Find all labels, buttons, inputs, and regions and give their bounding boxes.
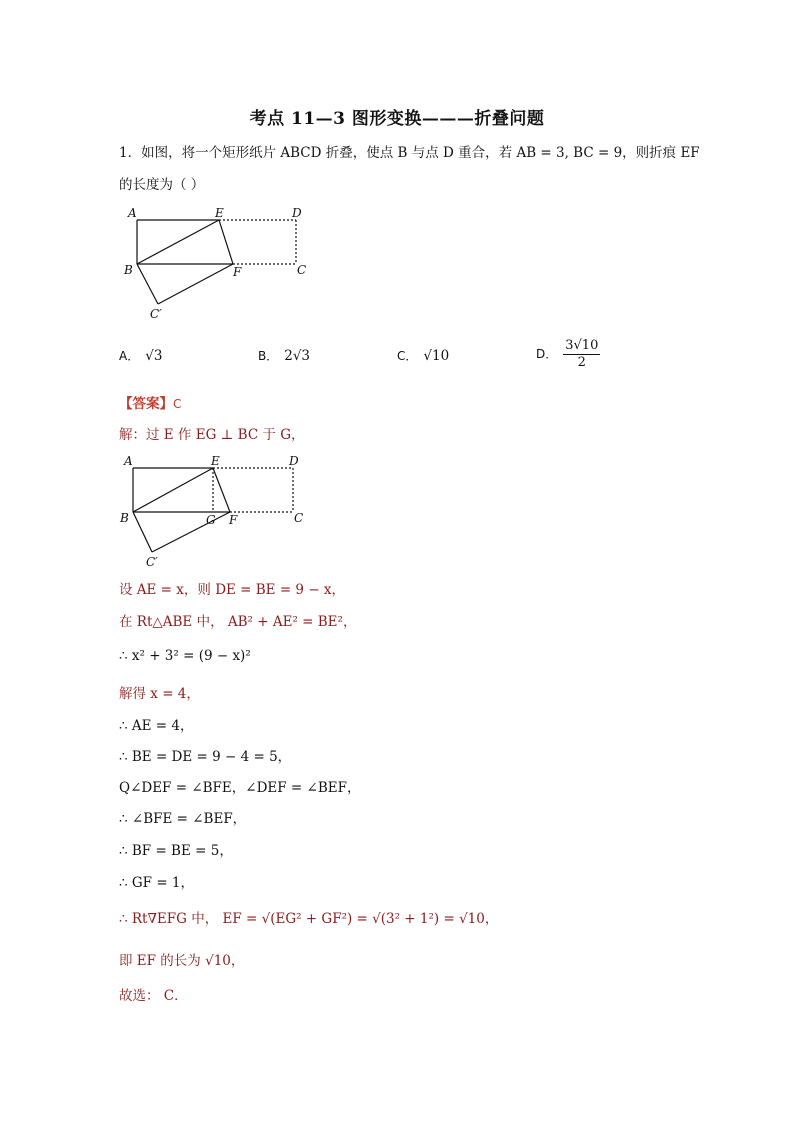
option-b-letter: B． [258, 349, 279, 363]
solution-step-6: ∴ BE = DE = 9 − 4 = 5， [119, 749, 292, 765]
label-C: C [297, 263, 307, 277]
option-d-letter: D． [536, 347, 558, 361]
label-F: F [233, 265, 242, 279]
option-d-fraction [563, 338, 600, 371]
option-b-value: 2√3 [284, 348, 311, 364]
solution-step-8: ∴ ∠BFE = ∠BEF， [119, 811, 247, 827]
solution-step-1: 设 AE = x，则 DE = BE = 9 − x， [119, 582, 346, 598]
answer-label: 【答案】 [119, 396, 173, 412]
option-d-denominator: 2 [577, 355, 586, 370]
label-E: E [215, 206, 224, 220]
option-b[interactable] [258, 346, 310, 366]
question-figure [118, 202, 318, 327]
solution-step-5: ∴ AE = 4， [119, 718, 194, 734]
option-d-numerator: 3√10 [565, 338, 599, 353]
solution-step-2: 在 Rt△ABE 中， AB² + AE² = BE²， [119, 614, 357, 630]
label-G-2: G [206, 513, 216, 527]
answer-value: C [173, 397, 182, 411]
option-c-letter: C． [397, 349, 418, 363]
answer-line [119, 394, 181, 414]
option-a-letter: A． [119, 349, 140, 363]
solution-step-7: Q∠DEF = ∠BFE，∠DEF = ∠BEF， [119, 780, 361, 796]
option-a[interactable] [119, 346, 162, 366]
label-D-2: D [289, 454, 299, 468]
label-C-2: C [294, 511, 304, 525]
label-B-2: B [120, 511, 129, 525]
option-c[interactable] [397, 346, 449, 366]
solution-intro: 解：过 E 作 EG ⊥ BC 于 G， [119, 427, 305, 443]
solution-step-4: 解得 x = 4， [119, 686, 200, 702]
page-title: 考点 11—3 图形变换———折叠问题 [249, 109, 545, 129]
question-text-line2: 的长度为（ ） [119, 177, 205, 193]
solution-step-11: ∴ Rt∇EFG 中， EF = √(EG² + GF²) = √(3² + 1²) = √10， [119, 911, 499, 927]
solution-step-10: ∴ GF = 1， [119, 875, 195, 891]
label-C-prime-2: C′ [146, 555, 158, 569]
label-C-prime: C′ [150, 307, 162, 321]
label-E-2: E [211, 454, 220, 468]
solution-step-9: ∴ BF = BE = 5， [119, 843, 233, 859]
solution-figure [116, 452, 316, 577]
label-B: B [124, 263, 133, 277]
option-c-value: √10 [423, 348, 450, 364]
option-d[interactable] [536, 338, 600, 371]
label-F-2: F [229, 513, 238, 527]
label-A: A [128, 206, 137, 220]
solution-step-3: ∴ x² + 3² = (9 − x)² [119, 648, 251, 664]
option-a-value: √3 [145, 348, 163, 364]
label-D: D [292, 206, 302, 220]
label-A-2: A [124, 454, 133, 468]
solution-step-13: 故选： C． [119, 988, 188, 1004]
question-text-line1: 1．如图，将一个矩形纸片 ABCD 折叠，使点 B 与点 D 重合，若 AB = 3, BC = 9，则折痕 EF [119, 145, 700, 161]
solution-step-12: 即 EF 的长为 √10， [119, 953, 245, 969]
